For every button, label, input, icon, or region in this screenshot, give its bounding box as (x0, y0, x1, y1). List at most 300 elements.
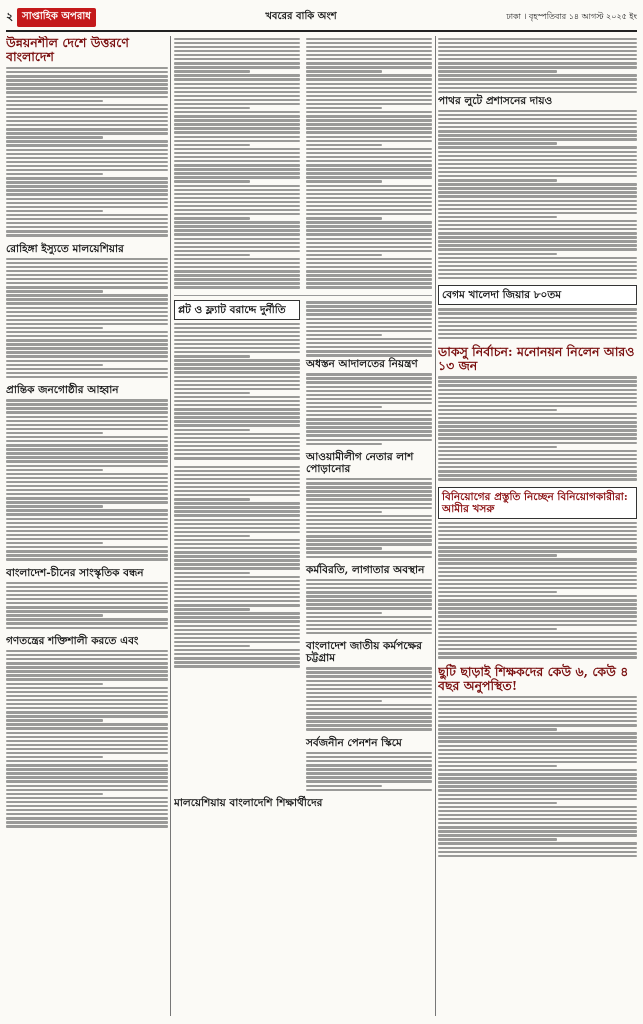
text-line (438, 575, 637, 577)
text-line (174, 363, 300, 365)
text-line (6, 302, 168, 304)
text-line (438, 74, 637, 76)
text-line (438, 700, 637, 702)
text-line (174, 420, 300, 422)
article-body (306, 667, 432, 731)
text-line (6, 526, 168, 528)
text-line (438, 130, 637, 132)
text-line (174, 645, 250, 647)
text-line (306, 229, 432, 231)
text-line (6, 687, 168, 689)
text-line (306, 692, 432, 694)
text-line (306, 54, 432, 56)
text-line (306, 439, 432, 441)
text-line (438, 830, 637, 832)
text-line (6, 756, 103, 758)
text-line (438, 550, 637, 552)
text-line (174, 164, 300, 166)
text-line (6, 542, 103, 544)
text-line (174, 510, 300, 512)
text-line (174, 527, 300, 529)
text-line (174, 201, 300, 203)
text-line (306, 511, 382, 513)
article-body (306, 752, 432, 791)
text-line (6, 136, 103, 138)
text-line (438, 446, 557, 448)
text-line (6, 448, 168, 450)
text-line (306, 443, 382, 445)
text-line (174, 551, 300, 553)
column-1 (6, 36, 168, 834)
text-line (6, 509, 168, 511)
text-line (174, 103, 300, 105)
column-2-middle (174, 300, 432, 797)
text-line (174, 567, 300, 569)
text-line (438, 615, 637, 617)
text-line (174, 470, 300, 472)
text-line (438, 46, 637, 48)
text-line (6, 376, 168, 378)
article-body (174, 323, 300, 460)
text-line (306, 152, 432, 154)
text-line (306, 301, 432, 303)
text-line (174, 74, 300, 76)
text-line (438, 83, 637, 85)
text-line (438, 155, 637, 157)
text-line (6, 764, 168, 766)
text-line (438, 534, 637, 536)
column-divider (170, 36, 171, 1016)
text-line (174, 408, 300, 410)
text-line (438, 802, 557, 804)
text-line (6, 497, 168, 499)
text-line (306, 103, 432, 105)
text-line (174, 494, 300, 496)
text-line (174, 331, 300, 333)
text-line (438, 644, 637, 646)
text-line (306, 402, 432, 404)
text-line (438, 91, 637, 93)
text-line (6, 153, 168, 155)
text-line (438, 587, 637, 589)
text-line (438, 405, 637, 407)
text-line (174, 416, 300, 418)
text-line (174, 616, 300, 618)
text-line (306, 494, 432, 496)
text-line (6, 614, 103, 616)
text-line (174, 388, 300, 390)
text-line (6, 736, 168, 738)
text-line (6, 100, 103, 102)
text-line (438, 337, 637, 339)
text-line (306, 752, 432, 754)
text-line (306, 728, 432, 730)
article-body (306, 36, 432, 291)
text-line (6, 550, 168, 552)
text-line (174, 559, 300, 561)
text-line (306, 422, 432, 424)
text-line (438, 437, 637, 439)
text-line (306, 140, 432, 142)
text-line (306, 350, 432, 352)
text-line (6, 789, 168, 791)
text-line (438, 397, 637, 399)
text-line (174, 50, 300, 52)
text-line (438, 789, 637, 791)
text-line (6, 198, 168, 200)
text-line (6, 157, 168, 159)
text-line (174, 131, 300, 133)
text-line (438, 851, 637, 853)
text-line (174, 343, 300, 345)
article-body (6, 258, 168, 379)
text-line (6, 210, 103, 212)
text-line (438, 785, 637, 787)
text-line (6, 530, 168, 532)
text-line (438, 228, 637, 230)
text-line (6, 801, 168, 803)
text-line (174, 519, 300, 521)
text-line (438, 66, 637, 68)
headline: পাথর লুটে প্রশাসনের দায়ও (438, 94, 553, 107)
text-line (174, 424, 300, 426)
text-line (174, 412, 300, 414)
text-line (6, 477, 168, 479)
text-line (174, 193, 300, 195)
text-line (438, 818, 637, 820)
text-line (438, 220, 637, 222)
text-line (438, 159, 637, 161)
text-line (6, 120, 168, 122)
text-line (438, 110, 637, 112)
text-line (174, 641, 300, 643)
text-line (174, 127, 300, 129)
text-line (306, 326, 432, 328)
text-line (6, 505, 103, 507)
text-line (306, 603, 432, 605)
headline: উন্নয়নশীল দেশে উত্তরণে বাংলাদেশ (6, 36, 129, 64)
text-line (6, 270, 168, 272)
text-line (306, 507, 432, 509)
text-line (438, 753, 637, 755)
text-line (438, 847, 637, 849)
text-line (6, 169, 168, 171)
text-line (438, 240, 637, 242)
headline: ছুটি ছাড়াই শিক্ষকদের কেউ ৬, কেউ ৪ বছর অনুপস্থিত! (438, 663, 629, 693)
text-line (306, 776, 432, 778)
text-line (306, 221, 432, 223)
text-line (438, 652, 637, 654)
text-line (438, 224, 637, 226)
text-line (174, 555, 300, 557)
text-line (174, 160, 300, 162)
text-line (306, 414, 432, 416)
text-line (6, 785, 168, 787)
text-line (306, 486, 432, 488)
text-line (306, 193, 432, 195)
article (438, 487, 637, 659)
text-line (438, 333, 637, 335)
text-line (6, 460, 168, 462)
text-line (306, 478, 432, 480)
text-line (306, 278, 432, 280)
text-line (6, 666, 168, 668)
text-line (306, 201, 432, 203)
text-line (438, 38, 637, 40)
text-line (306, 242, 432, 244)
text-line (438, 257, 637, 259)
text-line (306, 543, 432, 545)
text-line (6, 432, 103, 434)
text-line (6, 428, 168, 430)
text-line (438, 761, 637, 763)
text-line (306, 708, 432, 710)
text-line (6, 711, 168, 713)
headline: কর্মবিরতি, লাগাতার অবস্থান (306, 563, 425, 576)
text-line (438, 208, 637, 210)
text-line (438, 842, 637, 844)
text-line (174, 123, 300, 125)
text-line (306, 213, 432, 215)
text-line (6, 420, 168, 422)
text-line (174, 474, 300, 476)
text-line (6, 274, 168, 276)
text-line (174, 282, 300, 284)
text-line (6, 727, 168, 729)
text-line (174, 152, 300, 154)
text-line (174, 180, 250, 182)
text-line (438, 522, 637, 524)
article (306, 564, 432, 634)
subcolumn-left (174, 300, 300, 797)
text-line (6, 780, 168, 782)
text-line (6, 360, 168, 362)
text-line (438, 163, 637, 165)
text-line (174, 144, 250, 146)
text-line (306, 233, 432, 235)
text-line (174, 189, 300, 191)
text-line (174, 238, 300, 240)
text-line (306, 144, 382, 146)
text-line (6, 67, 168, 69)
text-line (6, 91, 168, 93)
text-line (6, 752, 168, 754)
text-line (438, 317, 637, 319)
headline: ডাকসু নির্বাচন: মনোনয়ন নিলেন আরও ১৩ জন (438, 344, 635, 374)
text-line (6, 691, 168, 693)
text-line (174, 563, 300, 565)
text-line (306, 434, 432, 436)
headline: সর্বজনীন পেনশন স্কিমে (306, 736, 402, 749)
text-line (174, 351, 300, 353)
text-line (6, 282, 168, 284)
page-number: ২ (6, 9, 14, 23)
text-line (174, 441, 300, 443)
headline: আওয়ামীলীগ নেতার লাশ পোড়ানোর (306, 451, 414, 476)
text-line (6, 351, 168, 353)
text-line (438, 640, 637, 642)
text-line (438, 757, 637, 759)
text-line (438, 329, 637, 331)
text-line (6, 825, 168, 827)
text-line (6, 364, 103, 366)
text-line (6, 416, 168, 418)
text-line (6, 501, 168, 503)
text-line (438, 380, 637, 382)
text-line (6, 707, 168, 709)
article-body (438, 110, 637, 280)
text-line (174, 433, 300, 435)
text-line (306, 696, 432, 698)
text-line (174, 457, 300, 459)
text-line (438, 720, 637, 722)
text-line (174, 612, 300, 614)
text-line (306, 172, 432, 174)
text-line (306, 616, 432, 618)
text-line (174, 140, 300, 142)
text-line (438, 417, 637, 419)
text-line (6, 335, 168, 337)
text-line (438, 728, 557, 730)
column-divider (435, 36, 436, 1016)
article (6, 36, 168, 237)
text-line (306, 579, 432, 581)
text-line (306, 628, 432, 630)
masthead-left (6, 8, 96, 27)
text-line (6, 452, 168, 454)
text-line (438, 554, 557, 556)
text-line (6, 75, 168, 77)
text-line (174, 66, 300, 68)
article (174, 797, 432, 809)
text-line (6, 331, 168, 333)
text-line (6, 444, 168, 446)
text-line (306, 430, 432, 432)
text-line (174, 588, 300, 590)
text-line (6, 355, 168, 357)
text-line (306, 95, 432, 97)
text-line (174, 42, 300, 44)
text-line (306, 632, 432, 634)
text-line (306, 675, 432, 677)
text-line (438, 413, 637, 415)
text-line (6, 473, 168, 475)
article-body (6, 67, 168, 237)
text-line (438, 421, 637, 423)
text-line (174, 523, 300, 525)
text-line (6, 797, 168, 799)
text-line (438, 142, 557, 144)
text-line (438, 822, 637, 824)
text-line (438, 244, 637, 246)
text-line (6, 590, 168, 592)
text-line (6, 266, 168, 268)
text-line (306, 531, 432, 533)
section-title: খবরের বাকি অংশ (265, 10, 337, 22)
text-line (6, 202, 168, 204)
text-line (306, 164, 432, 166)
text-line (174, 54, 300, 56)
text-line (438, 253, 557, 255)
text-line (306, 700, 382, 702)
text-line (174, 229, 300, 231)
text-line (174, 205, 300, 207)
text-line (174, 246, 300, 248)
text-line (306, 205, 432, 207)
text-line (6, 618, 168, 620)
article (438, 665, 637, 857)
issue-date: ঢাকা । বৃহস্পতিবার ১৪ আগস্ট ২০২৫ ইং (506, 11, 637, 21)
article-body (306, 301, 432, 356)
text-line (306, 258, 432, 260)
text-line (174, 258, 300, 260)
text-line (6, 71, 168, 73)
text-line (438, 474, 637, 476)
text-line (306, 398, 432, 400)
text-line (6, 278, 168, 280)
column-2-top (174, 36, 432, 291)
text-line (6, 817, 168, 819)
text-line (438, 265, 637, 267)
text-line (6, 558, 168, 560)
text-line (174, 107, 250, 109)
text-line (438, 696, 637, 698)
article (438, 285, 637, 339)
text-line (174, 278, 300, 280)
text-line (174, 335, 300, 337)
text-line (438, 191, 637, 193)
text-line (6, 128, 168, 130)
text-line (438, 450, 637, 452)
text-line (6, 104, 168, 106)
text-line (174, 46, 300, 48)
text-line (438, 269, 637, 271)
text-line (174, 115, 300, 117)
text-line (174, 262, 300, 264)
text-line (174, 604, 300, 606)
headline: মালয়েশিয়ায় বাংলাদেশি শিক্ষার্থীদের (174, 796, 323, 809)
text-line (6, 140, 168, 142)
text-line (174, 429, 250, 431)
headline: বিনিয়োগের প্রস্তুতি নিচ্ছেন বিনিয়োগকারীরা: আমীর খসরু (438, 487, 637, 519)
text-line (438, 546, 637, 548)
article-body (438, 696, 637, 857)
column-3 (438, 36, 637, 863)
headline: বাংলাদেশ-চীনের সাংস্কৃতিক বন্ধন (6, 566, 144, 579)
text-line (306, 62, 432, 64)
text-line (438, 583, 637, 585)
text-line (306, 123, 432, 125)
text-line (174, 254, 250, 256)
headline: রোহিঙ্গা ইস্যুতে মালয়েশিয়ার (6, 242, 124, 255)
text-line (6, 768, 168, 770)
text-line (438, 433, 637, 435)
text-line (174, 572, 250, 574)
text-line (306, 180, 382, 182)
text-line (174, 600, 300, 602)
article (6, 635, 168, 828)
text-line (6, 518, 168, 520)
text-line (438, 571, 637, 573)
text-line (174, 384, 300, 386)
text-line (6, 424, 168, 426)
text-line (306, 46, 432, 48)
text-line (174, 535, 250, 537)
text-line (174, 498, 250, 500)
text-line (306, 373, 432, 375)
text-line (174, 91, 300, 93)
text-line (438, 87, 637, 89)
